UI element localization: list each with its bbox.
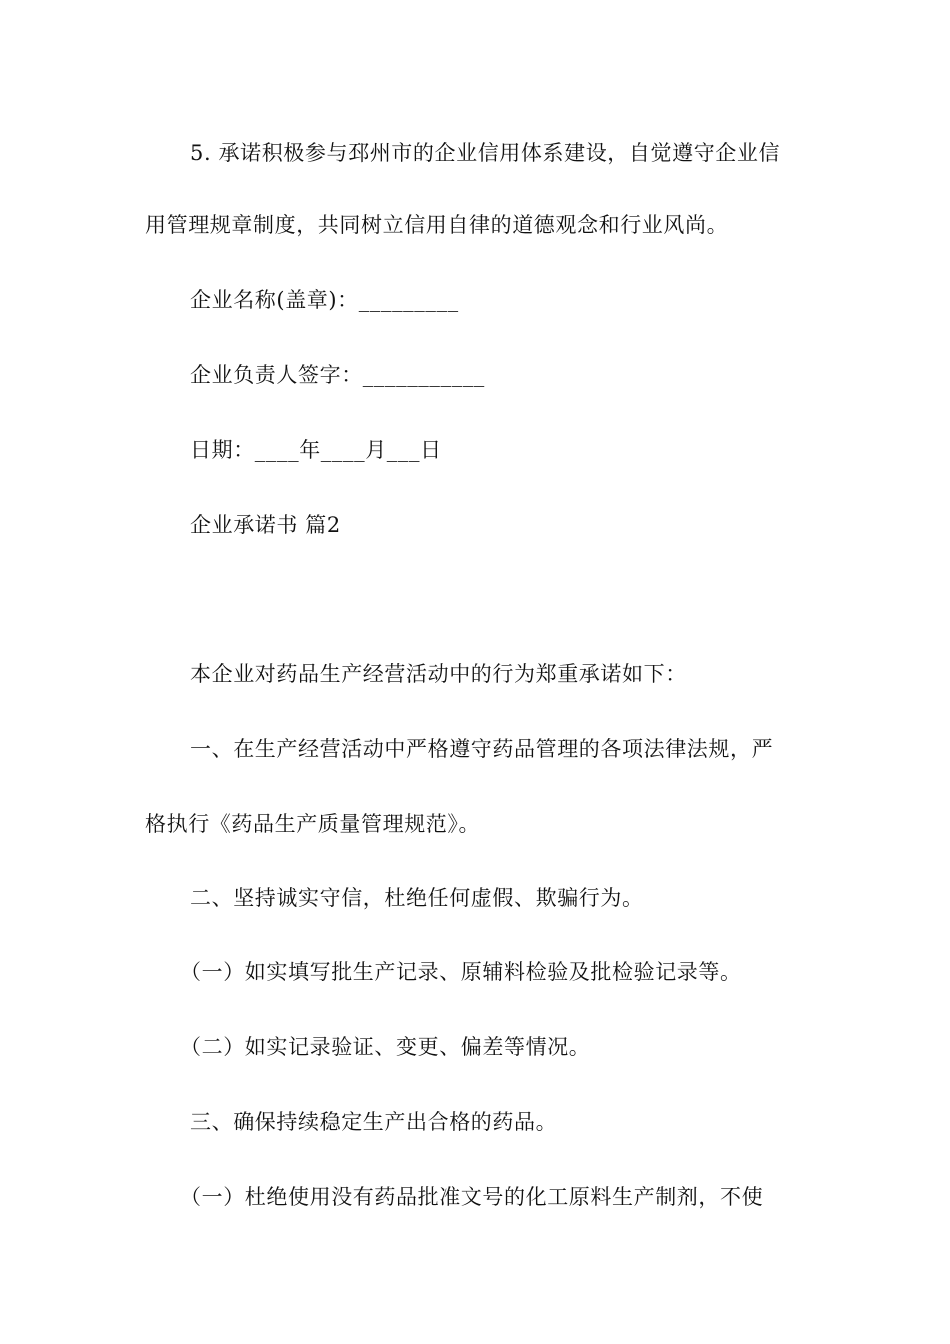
paragraph-line: （二）如实记录验证、变更、偏差等情况。 [180, 1035, 591, 1059]
paragraph-line: 格执行《药品生产质量管理规范》。 [145, 812, 481, 836]
paragraph-line: 本企业对药品生产经营活动中的行为郑重承诺如下： [190, 662, 687, 686]
paragraph-line: 5. 承诺积极参与邳州市的企业信用体系建设，自觉遵守企业信 [190, 141, 781, 165]
paragraph-line: （一）如实填写批生产记录、原辅料检验及批检验记录等。 [180, 960, 742, 984]
paragraph-line: 三、确保持续稳定生产出合格的药品。 [190, 1110, 558, 1134]
date-field-line: 日期：____年____月___日 [190, 438, 442, 462]
paragraph-line: 用管理规章制度，共同树立信用自律的道德观念和行业风尚。 [145, 213, 729, 237]
paragraph-line: （一）杜绝使用没有药品批准文号的化工原料生产制剂，不使 [180, 1185, 764, 1209]
paragraph-line: 一、在生产经营活动中严格遵守药品管理的各项法律法规，严 [190, 737, 774, 761]
section-title: 企业承诺书 篇2 [190, 513, 341, 537]
signature-field-line: 企业负责人签字：___________ [190, 363, 485, 387]
company-name-field-line: 企业名称(盖章)：_________ [190, 288, 459, 312]
paragraph-line: 二、坚持诚实守信，杜绝任何虚假、欺骗行为。 [190, 886, 644, 910]
